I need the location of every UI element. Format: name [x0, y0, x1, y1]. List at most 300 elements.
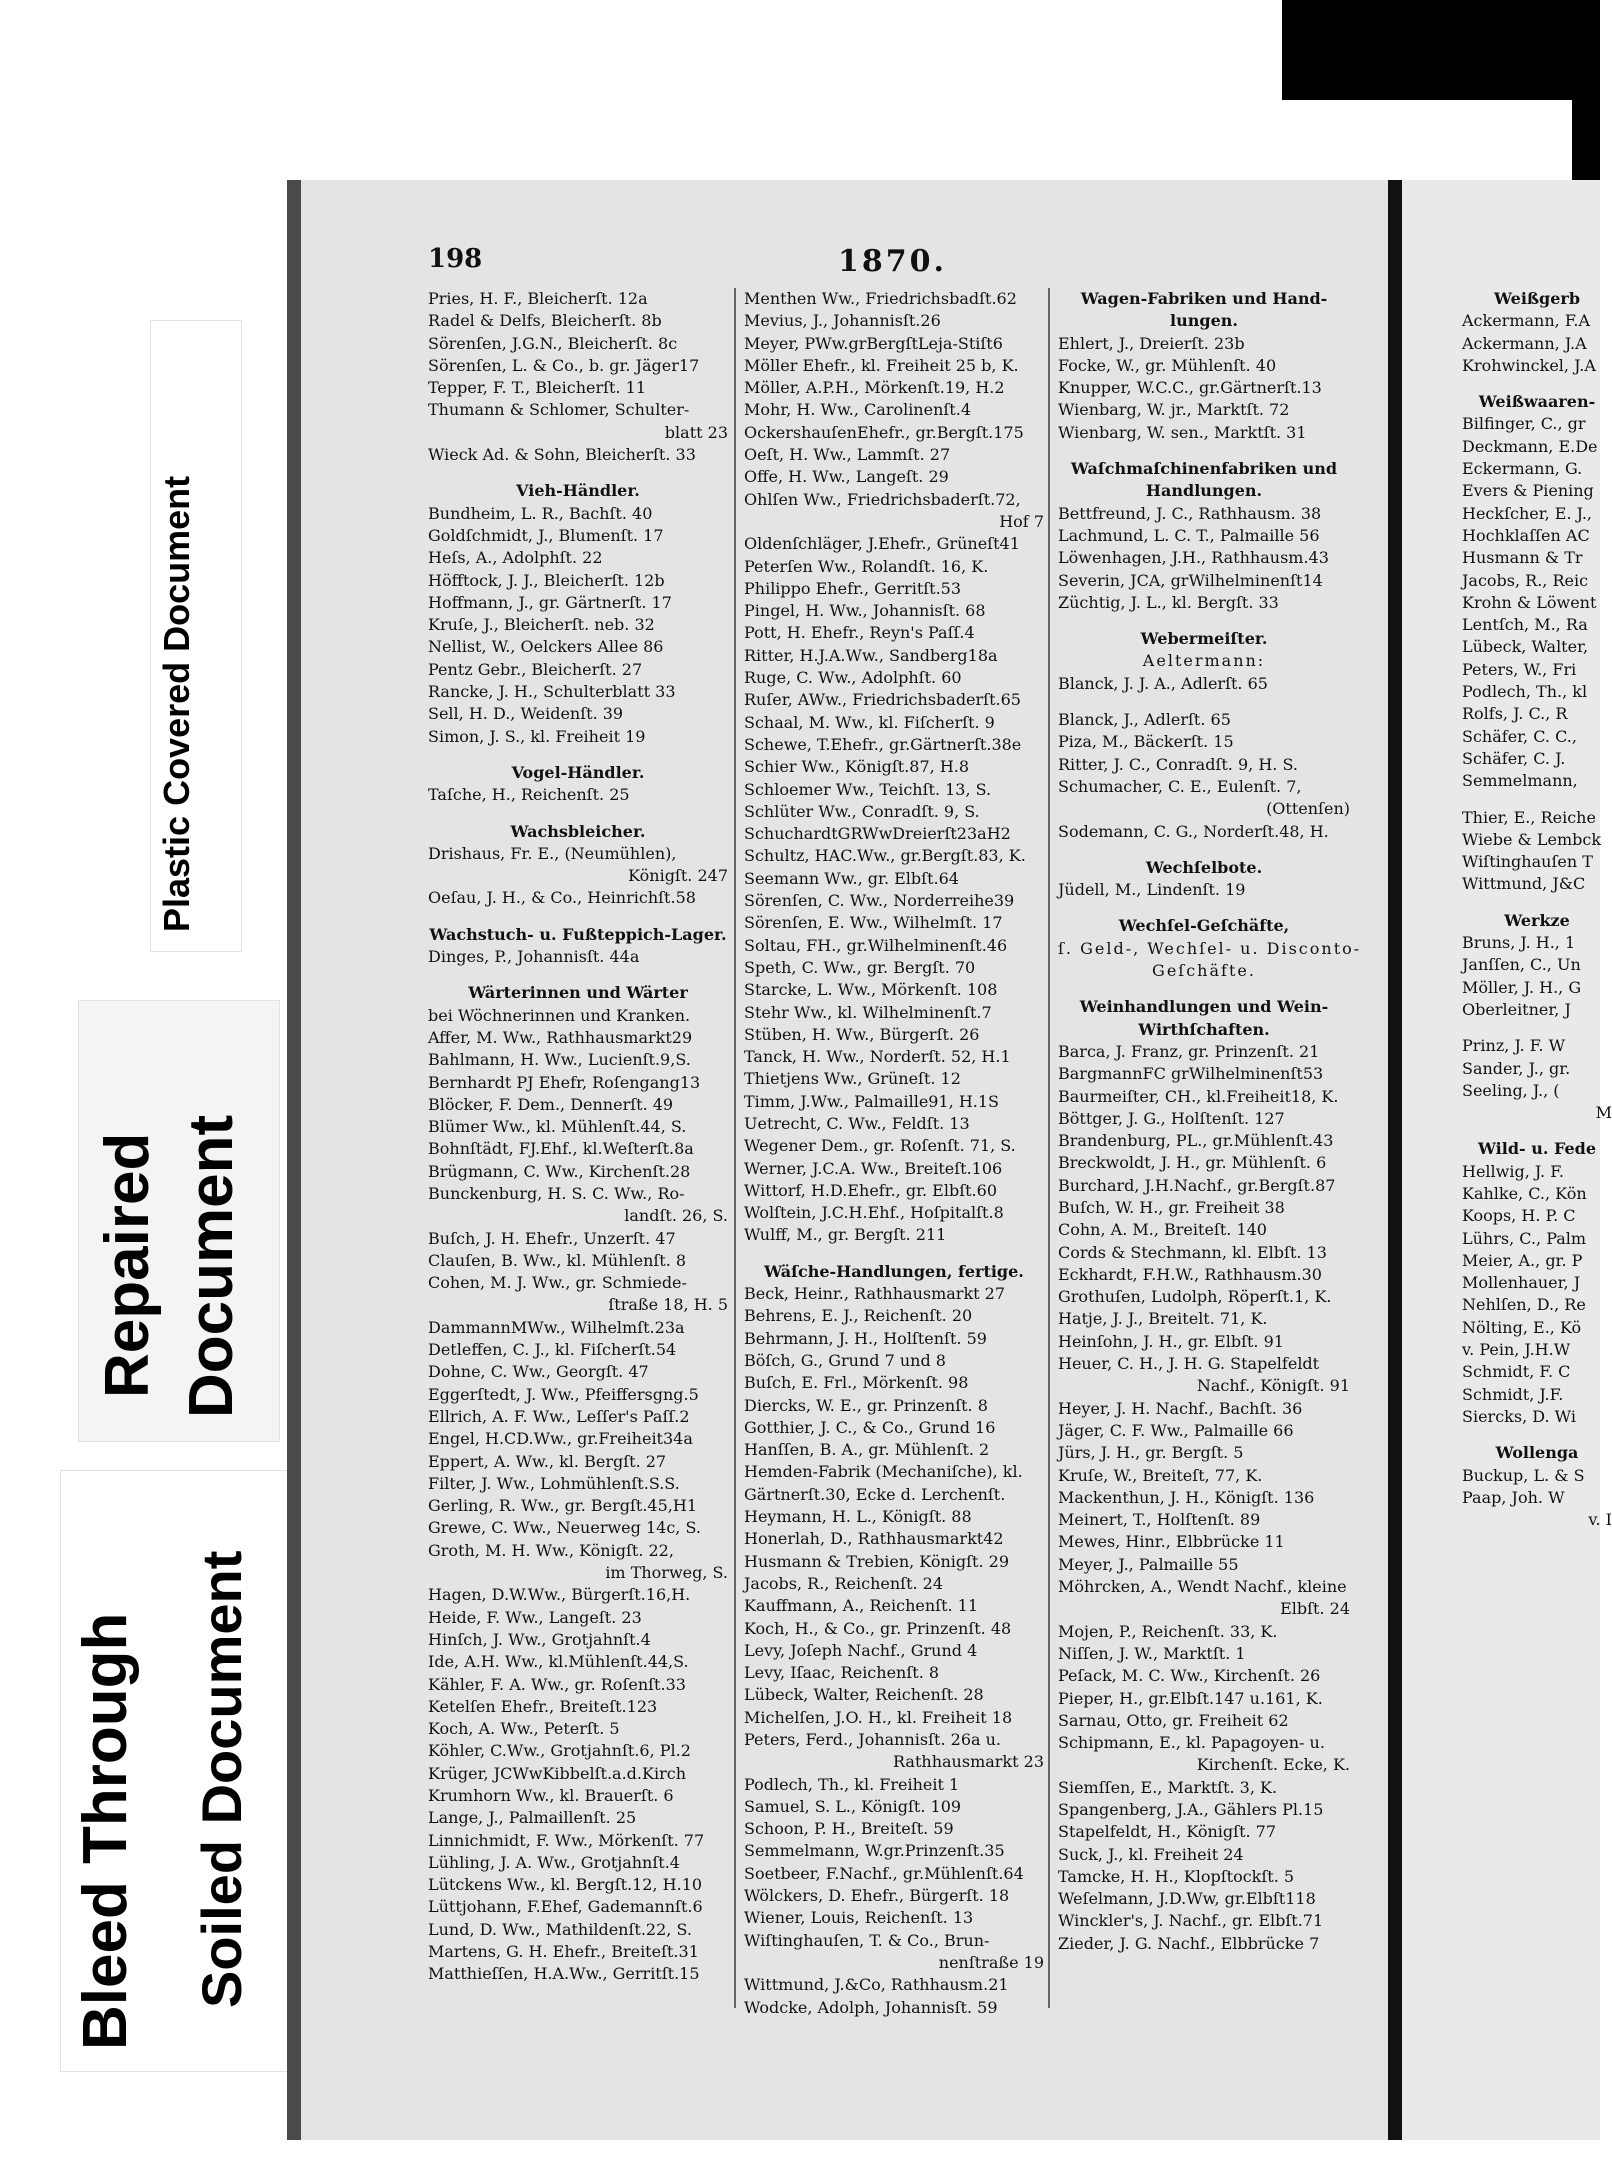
directory-entry: Semmelmann,	[1462, 771, 1578, 791]
directory-entry: Peters, W., Fri	[1462, 659, 1577, 679]
section-heading: Weinhandlungen und Wein-	[1079, 997, 1329, 1017]
section-heading: Wechſelbote.	[1145, 857, 1263, 877]
directory-entry: Krumhorn Ww., kl. Brauerſt. 6	[428, 1786, 674, 1805]
directory-entry: Hochklaſſen AC	[1462, 525, 1590, 545]
directory-entry: Bunckenburg, H. S. C. Ww., Ro-	[428, 1183, 685, 1203]
directory-entry: Koch, A. Ww., Peterſt. 5	[428, 1719, 620, 1739]
section-spacer	[428, 910, 728, 924]
directory-entry: Krüger, JCWwKibbelſt.a.d.Kirch	[428, 1763, 686, 1783]
directory-entry: Affer, M. Ww., Rathhausmarkt29	[428, 1027, 693, 1047]
directory-entry: Levy, Iſaac, Reichenſt. 8	[744, 1663, 940, 1683]
directory-entry: Blöcker, F. Dem., Dennerſt. 49	[428, 1094, 674, 1114]
directory-entry: Heinſohn, J. H., gr. Elbſt. 91	[1058, 1331, 1284, 1351]
directory-entry: Bohnſtädt, FJ.Ehf., kl.Weſterſt.8a	[428, 1139, 694, 1159]
directory-entry: Schultz, HAC.Ww., gr.Bergſt.83, K.	[744, 846, 1026, 866]
directory-entry: Buſch, E. Frl., Mörkenſt. 98	[744, 1373, 969, 1393]
section-spacer	[428, 807, 728, 821]
directory-entry: Heckſcher, E. J.,	[1462, 503, 1592, 523]
section-heading: Vogel-Händler.	[511, 762, 645, 782]
directory-entry: Eppert, A. Ww., kl. Bergſt. 27	[428, 1451, 667, 1471]
directory-entry: Hagen, D.W.Ww., Bürgerſt.16,H.	[428, 1585, 691, 1605]
directory-entry: v. Pein, J.H.W	[1462, 1340, 1571, 1360]
scan-border-top	[1282, 0, 1600, 100]
directory-entry: Meyer, J., Palmaille 55	[1058, 1554, 1239, 1574]
directory-entry: Lütckens Ww., kl. Bergſt.12, H.10	[428, 1875, 703, 1895]
directory-entry: Semmelmann, W.gr.Prinzenſt.35	[744, 1841, 1005, 1861]
directory-entry: Wienbarg, W. jr., Marktſt. 72	[1058, 400, 1290, 420]
directory-entry: Nachf., Königſt. 91	[1196, 1376, 1350, 1396]
label-plastic: Plastic Covered Document	[156, 475, 197, 932]
directory-entry: Tepper, F. T., Bleicherſt. 11	[428, 378, 646, 398]
section-spacer	[1462, 377, 1612, 391]
directory-entry: Detleffen, C. J., kl. Fiſcherſt.54	[428, 1340, 677, 1360]
section-spacer	[1058, 843, 1350, 857]
directory-entry: Ackermann, F.A	[1462, 311, 1591, 331]
directory-entry: Nölting, E., Kö	[1462, 1317, 1582, 1337]
directory-entry: Lübeck, Walter,	[1462, 637, 1589, 657]
directory-entry: Spangenberg, J.A., Gählers Pl.15	[1058, 1800, 1324, 1819]
directory-entry: Speth, C. Ww., gr. Bergſt. 70	[744, 957, 976, 977]
directory-entry: Tamcke, H. H., Klopſtockſt. 5	[1058, 1866, 1295, 1886]
directory-entry: Knupper, W.C.C., gr.Gärtnerſt.13	[1058, 378, 1322, 398]
directory-entry: Bundheim, L. R., Bachſt. 40	[428, 503, 653, 523]
directory-entry: (Ottenſen)	[1266, 799, 1350, 819]
section-spacer	[1462, 1428, 1612, 1442]
directory-entry: Timm, J.Ww., Palmaille91, H.1S	[744, 1091, 1000, 1111]
directory-entry: Barca, J. Franz, gr. Prinzenſt. 21	[1058, 1041, 1320, 1061]
directory-entry: v. I	[1588, 1510, 1612, 1530]
directory-entry: Jacobs, R., Reichenſt. 24	[744, 1573, 944, 1593]
directory-entry: Dinges, P., Johannisſt. 44a	[428, 947, 640, 967]
section-spacer	[1462, 896, 1612, 910]
directory-entry: Ketelſen Ehefr., Breiteſt.123	[428, 1696, 658, 1716]
directory-entry: Winckler's, J. Nachf., gr. Elbſt.71	[1058, 1911, 1324, 1931]
directory-entry: Mevius, J., Johannisſt.26	[744, 311, 941, 331]
directory-entry: Jürs, J. H., gr. Bergſt. 5	[1058, 1443, 1244, 1463]
directory-entry: Mollenhauer, J	[1462, 1273, 1581, 1293]
directory-entry: Koch, H., & Co., gr. Prinzenſt. 48	[744, 1618, 1012, 1638]
directory-entry: BargmannFC grWilhelminenſt53	[1058, 1064, 1324, 1084]
directory-entry: Heſs, A., Adolphſt. 22	[428, 548, 603, 568]
page-year: 1870.	[838, 244, 947, 279]
directory-entry: Pott, H. Ehefr., Reyn's Paſſ.4	[744, 623, 975, 643]
directory-entry: Wulff, M., gr. Bergſt. 211	[744, 1225, 947, 1245]
directory-entry: Möhrcken, A., Wendt Nachf., kleine	[1058, 1577, 1347, 1597]
directory-entry: Jäger, C. F. Ww., Palmaille 66	[1058, 1420, 1294, 1440]
section-heading: Wollenga	[1495, 1443, 1579, 1463]
directory-entry: Ritter, H.J.A.Ww., Sandberg18a	[744, 645, 998, 665]
directory-entry: Hanſſen, B. A., gr. Mühlenſt. 2	[744, 1440, 990, 1460]
section-heading: Wärterinnen und Wärter	[468, 983, 688, 1003]
directory-entry: Dohne, C. Ww., Georgſt. 47	[428, 1362, 649, 1382]
directory-entry: Uetrecht, C. Ww., Feldſt. 13	[744, 1113, 970, 1133]
directory-entry: Thier, E., Reiche	[1462, 807, 1596, 827]
directory-entry: Höfftock, J. J., Bleicherſt. 12b	[428, 570, 665, 590]
directory-entry: Wienbarg, W. sen., Marktſt. 31	[1058, 422, 1307, 442]
directory-entry: Clauſen, B. Ww., kl. Mühlenſt. 8	[428, 1250, 687, 1270]
directory-entry: Lührs, C., Palm	[1462, 1228, 1587, 1248]
directory-entry: Sörenſen, C. Ww., Norderreihe39	[744, 891, 1015, 911]
directory-entry: Löwenhagen, J.H., Rathhausm.43	[1058, 548, 1329, 568]
directory-entry: Schloemer Ww., Teichſt. 13, S.	[744, 779, 992, 799]
directory-entry: Engel, H.CD.Ww., gr.Freiheit34a	[428, 1429, 693, 1449]
directory-entry: nenſtraße 19	[938, 1952, 1044, 1972]
directory-entry: Lüttjohann, F.Ehef, Gademannſt.6	[428, 1897, 703, 1917]
directory-entry: Schier Ww., Königſt.87, H.8	[744, 757, 970, 777]
directory-entry: Oberleitner, J	[1462, 999, 1571, 1019]
directory-entry: Oldenſchläger, J.Ehefr., Grüneſt41	[744, 534, 1020, 554]
directory-entry: Krohn & Löwent	[1462, 592, 1597, 612]
directory-entry: Wolſtein, J.C.H.Ehf., Hoſpitalſt.8	[744, 1203, 1004, 1223]
directory-entry: Piza, M., Bäckerſt. 15	[1058, 732, 1234, 752]
directory-entry: Hemden-Fabrik (Mechaniſche), kl.	[744, 1462, 1023, 1482]
directory-entry: Levy, Joſeph Nachf., Grund 4	[744, 1640, 978, 1660]
directory-entry: Sörenſen, E. Ww., Wilhelmſt. 17	[744, 913, 1003, 933]
directory-entry: Peters, Ferd., Johannisſt. 26a u.	[744, 1730, 1002, 1749]
directory-entry: Mojen, P., Reichenſt. 33, K.	[1058, 1621, 1278, 1641]
directory-entry: Podlech, Th., kl	[1462, 682, 1588, 702]
directory-entry: Brandenburg, PL., gr.Mühlenſt.43	[1058, 1131, 1334, 1151]
directory-entry: Sell, H. D., Weidenſt. 39	[428, 704, 624, 724]
section-spacer	[1462, 793, 1612, 807]
section-spacer	[428, 748, 728, 762]
directory-entry: Buſch, J. H. Ehefr., Unzerſt. 47	[428, 1228, 676, 1248]
directory-entry: Schmidt, F. C	[1462, 1362, 1571, 1382]
section-heading: Wechſel-Geſchäfte,	[1118, 916, 1290, 936]
directory-entry: Eckhardt, F.H.W., Rathhausm.30	[1058, 1264, 1322, 1284]
directory-entry: Diercks, W. E., gr. Prinzenſt. 8	[744, 1395, 988, 1415]
section-heading: Wachsbleicher.	[510, 821, 646, 841]
directory-entry: Michelſen, J.O. H., kl. Freiheit 18	[744, 1707, 1013, 1727]
section-heading: Wachstuch- u. Fußteppich-Lager.	[429, 924, 727, 944]
directory-entry: Radel & Delfs, Bleicherſt. 8b	[428, 311, 662, 331]
directory-entry: Linnichmidt, F. Ww., Mörkenſt. 77	[428, 1830, 705, 1850]
directory-entry: Lentſch, M., Ra	[1462, 615, 1588, 635]
section-heading: Werkze	[1504, 910, 1570, 930]
directory-entry: Mewes, Hinr., Elbbrücke 11	[1058, 1532, 1285, 1552]
page-number: 198	[428, 244, 483, 274]
directory-entry: Honerlah, D., Rathhausmarkt42	[744, 1529, 1004, 1549]
directory-entry: Heymann, H. L., Königſt. 88	[744, 1507, 972, 1527]
directory-entry: blatt 23	[664, 422, 728, 442]
label-soiled: Soiled Document	[190, 1550, 253, 2008]
directory-entry: Blümer Ww., kl. Mühlenſt.44, S.	[428, 1117, 687, 1137]
directory-entry: Martens, G. H. Ehefr., Breiteſt.31	[428, 1942, 699, 1962]
directory-entry: Janſſen, C., Un	[1462, 955, 1581, 975]
directory-entry: Rathhausmarkt 23	[893, 1752, 1044, 1772]
directory-entry: Peterſen Ww., Rolandſt. 16, K.	[744, 556, 989, 576]
directory-column-1	[428, 288, 728, 1986]
label-repaired-1: Repaired	[93, 1132, 162, 1398]
directory-entry: Pries, H. F., Bleicherſt. 12a	[428, 289, 648, 308]
directory-entry: Oeſt, H. Ww., Lammſt. 27	[744, 445, 951, 465]
directory-entry: Sodemann, C. G., Norderſt.48, H.	[1058, 821, 1329, 841]
directory-entry: Rolfs, J. C., R	[1462, 704, 1568, 724]
directory-entry: Schipmann, E., kl. Papagoyen- u.	[1058, 1733, 1325, 1753]
directory-entry: Focke, W., gr. Mühlenſt. 40	[1058, 355, 1277, 375]
directory-entry: M	[1595, 1103, 1612, 1123]
directory-entry: SchuchardtGRWwDreierſt23aH2	[744, 824, 1011, 844]
directory-entry: Hof 7	[999, 511, 1044, 531]
section-spacer	[1058, 444, 1350, 458]
directory-entry: Wegener Dem., gr. Roſenſt. 71, S.	[744, 1136, 1016, 1156]
directory-entry: Koops, H. P. C	[1462, 1206, 1576, 1226]
directory-entry: Grothuſen, Ludolph, Röperſt.1, K.	[1058, 1287, 1332, 1307]
directory-entry: Starcke, L. Ww., Mörkenſt. 108	[744, 980, 998, 1000]
directory-entry: Husmann & Trebien, Königſt. 29	[744, 1551, 1009, 1571]
directory-entry: Thietjens Ww., Grüneſt. 12	[744, 1069, 961, 1089]
directory-entry: Blanck, J., Adlerſt. 65	[1058, 710, 1231, 730]
section-spacer	[428, 466, 728, 480]
directory-entry: Gärtnerſt.30, Ecke d. Lerchenſt.	[744, 1484, 1006, 1504]
directory-entry: Kruſe, J., Bleicherſt. neb. 32	[428, 615, 655, 635]
directory-entry: Seeling, J., (	[1462, 1080, 1560, 1100]
label-repaired-2: Document	[177, 1114, 246, 1418]
directory-entry: Heide, F. Ww., Langeſt. 23	[428, 1607, 642, 1627]
directory-entry: Wittmund, J&C	[1462, 874, 1586, 894]
directory-entry: Kirchenſt. Ecke, K.	[1196, 1755, 1350, 1775]
directory-entry: OckershauſenEhefr., gr.Bergſt.175	[744, 422, 1024, 442]
directory-entry: Siercks, D. Wi	[1462, 1406, 1576, 1426]
directory-entry: Stehr Ww., kl. Wilhelminenſt.7	[744, 1002, 992, 1022]
directory-entry: Breckwoldt, J. H., gr. Mühlenſt. 6	[1058, 1153, 1327, 1173]
directory-entry: Hoffmann, J., gr. Gärtnerſt. 17	[428, 592, 672, 612]
directory-entry: Kruſe, W., Breiteſt, 77, K.	[1058, 1465, 1263, 1485]
directory-entry: Behrens, E. J., Reichenſt. 20	[744, 1306, 973, 1326]
directory-entry: Mackenthun, J. H., Königſt. 136	[1058, 1487, 1315, 1507]
directory-entry: Geſchäfte.	[1152, 961, 1256, 981]
directory-entry: Siemſſen, E., Marktſt. 3, K.	[1058, 1777, 1278, 1797]
directory-entry: Matthieſſen, H.A.Ww., Gerritſt.15	[428, 1964, 700, 1984]
directory-entry: Schlüter Ww., Conradſt. 9, S.	[744, 801, 980, 821]
directory-entry: Goldſchmidt, J., Blumenſt. 17	[428, 525, 664, 545]
directory-entry: Lühling, J. A. Ww., Grotjahnſt.4	[428, 1852, 680, 1872]
directory-entry: Brügmann, C. Ww., Kirchenſt.28	[428, 1161, 691, 1181]
directory-entry: Buſch, W. H., gr. Freiheit 38	[1058, 1197, 1285, 1217]
directory-entry: Philippo Ehefr., Gerritſt.53	[744, 578, 962, 598]
directory-entry: Sörenſen, J.G.N., Bleicherſt. 8c	[428, 333, 678, 353]
directory-entry: Eggerſtedt, J. Ww., Pfeiffersgng.5	[428, 1384, 699, 1404]
directory-entry: Buckup, L. & S	[1462, 1465, 1585, 1485]
directory-entry: Mohr, H. Ww., Carolinenſt.4	[744, 400, 971, 420]
directory-entry: Sörenſen, L. & Co., b. gr. Jäger17	[428, 355, 700, 375]
directory-entry: Deckmann, E.De	[1462, 436, 1598, 456]
directory-entry: Lange, J., Palmaillenſt. 25	[428, 1808, 637, 1828]
directory-entry: Cohn, A. M., Breiteſt. 140	[1058, 1220, 1267, 1240]
directory-entry: Schmidt, J.F.	[1462, 1384, 1564, 1404]
directory-entry: Möller, A.P.H., Mörkenſt.19, H.2	[744, 378, 1005, 398]
directory-entry: Kähler, F. A. Ww., gr. Roſenſt.33	[428, 1674, 686, 1694]
directory-entry: Grewe, C. Ww., Neuerweg 14c, S.	[428, 1518, 701, 1538]
directory-entry: Wittorf, H.D.Ehefr., gr. Elbſt.60	[744, 1180, 997, 1200]
directory-entry: Blanck, J. J. A., Adlerſt. 65	[1058, 673, 1268, 693]
directory-entry: Oeſau, J. H., & Co., Heinrichſt.58	[428, 888, 696, 908]
directory-entry: Nehlſen, D., Re	[1462, 1295, 1586, 1315]
directory-entry: Hatje, J. J., Breitelt. 71, K.	[1058, 1309, 1268, 1329]
section-heading: lungen.	[1170, 311, 1238, 331]
directory-entry: Ellrich, A. F. Ww., Leſſer's Paſſ.2	[428, 1406, 690, 1426]
section-heading: Wagen-Fabriken und Hand-	[1080, 289, 1328, 308]
section-spacer	[744, 1247, 1044, 1261]
directory-entry: Eckermann, G.	[1462, 459, 1583, 479]
directory-entry: Wodcke, Adolph, Johannisſt. 59	[744, 1997, 998, 2017]
page-gutter	[1388, 180, 1402, 2140]
directory-entry: Bilfinger, C., gr	[1462, 414, 1586, 434]
directory-entry: Wiſtinghauſen T	[1462, 852, 1593, 872]
directory-entry: Pieper, H., gr.Elbſt.147 u.161, K.	[1058, 1688, 1323, 1708]
directory-entry: Hellwig, J. F.	[1462, 1161, 1564, 1181]
section-spacer	[428, 968, 728, 982]
directory-entry: DammannMWw., Wilhelmſt.23a	[428, 1317, 685, 1337]
directory-column-2	[744, 288, 1044, 2019]
directory-entry: Ide, A.H. Ww., kl.Mühlenſt.44,S.	[428, 1652, 689, 1672]
directory-entry: Beck, Heinr., Rathhausmarkt 27	[744, 1284, 1006, 1304]
directory-entry: Ehlert, J., Dreierſt. 23b	[1058, 333, 1245, 353]
section-heading: Wäſche-Handlungen, fertige.	[764, 1261, 1024, 1281]
directory-entry: Wieck Ad. & Sohn, Bleicherſt. 33	[428, 445, 696, 465]
directory-entry: Heuer, C. H., J. H. G. Stapelfeldt	[1058, 1354, 1320, 1374]
directory-entry: Suck, J., kl. Freiheit 24	[1058, 1844, 1244, 1864]
directory-entry: Husmann & Tr	[1462, 548, 1583, 568]
directory-entry: Züchtig, J. L., kl. Bergſt. 33	[1058, 592, 1279, 612]
directory-entry: Kahlke, C., Kön	[1462, 1183, 1587, 1203]
directory-entry: Bettfreund, J. C., Rathhausm. 38	[1058, 503, 1322, 523]
directory-entry: Ruge, C. Ww., Adolphſt. 60	[744, 668, 962, 688]
section-spacer	[1058, 695, 1350, 709]
section-spacer	[1058, 614, 1350, 628]
directory-entry: Pingel, H. Ww., Johannisſt. 68	[744, 601, 986, 621]
section-heading: Waſchmaſchinenfabriken und	[1070, 459, 1338, 479]
directory-entry: Ohlſen Ww., Friedrichsbaderſt.72,	[744, 489, 1021, 509]
section-heading: Vieh-Händler.	[516, 481, 640, 501]
directory-entry: Wölckers, D. Ehefr., Bürgerſt. 18	[744, 1886, 1010, 1906]
directory-entry: Möller Ehefr., kl. Freiheit 25 b, K.	[744, 355, 1019, 375]
section-heading: Wild- u. Fede	[1477, 1139, 1597, 1159]
directory-entry: Cords & Stechmann, kl. Elbſt. 13	[1058, 1242, 1327, 1262]
directory-entry: Evers & Piening	[1462, 481, 1594, 501]
directory-entry: ſ. Geld-, Wechſel- u. Disconto-	[1058, 938, 1362, 958]
directory-entry: Offe, H. Ww., Langeſt. 29	[744, 467, 949, 487]
directory-entry: Soetbeer, F.Nachf., gr.Mühlenſt.64	[744, 1863, 1024, 1883]
directory-entry: Jüdell, M., Lindenſt. 19	[1058, 880, 1246, 900]
directory-entry: Lachmund, L. C. T., Palmaille 56	[1058, 525, 1320, 545]
directory-entry: Baurmeiſter, CH., kl.Freiheit18, K.	[1058, 1086, 1339, 1106]
directory-entry: Stapelfeldt, H., Königſt. 77	[1058, 1822, 1277, 1842]
directory-entry: Elbſt. 24	[1280, 1599, 1350, 1619]
directory-entry: Behrmann, J. H., Holſtenſt. 59	[744, 1328, 987, 1348]
directory-entry: Podlech, Th., kl. Freiheit 1	[744, 1774, 960, 1794]
directory-entry: Wiener, Louis, Reichenſt. 13	[744, 1908, 974, 1928]
column-rule	[1048, 288, 1050, 2008]
directory-entry: Rancke, J. H., Schulterblatt 33	[428, 682, 676, 702]
directory-entry: Tanck, H. Ww., Norderſt. 52, H.1	[744, 1047, 1011, 1067]
directory-entry: Wiſtinghauſen, T. & Co., Brun-	[744, 1930, 990, 1950]
section-spacer	[1058, 901, 1350, 915]
directory-entry: Soltau, FH., gr.Wilhelminenſt.46	[744, 935, 1008, 955]
directory-entry: Severin, JCA, grWilhelminenſt14	[1058, 570, 1323, 590]
directory-entry: Meyer, PWw.grBergſtLeja-Stiſt6	[744, 333, 1003, 353]
section-heading: Wirthſchaften.	[1138, 1019, 1270, 1039]
section-heading: Weißwaaren-	[1478, 392, 1596, 412]
directory-entry: Paap, Joh. W	[1462, 1487, 1565, 1507]
directory-entry: Jacobs, R., Reic	[1462, 570, 1589, 590]
directory-entry: Prinz, J. F. W	[1462, 1036, 1566, 1056]
directory-entry: Krohwinckel, J.A	[1462, 355, 1596, 375]
directory-entry: Bruns, J. H., 1	[1462, 933, 1576, 953]
directory-entry: Heyer, J. H. Nachf., Bachſt. 36	[1058, 1398, 1303, 1418]
directory-entry: Böttger, J. G., Holſtenſt. 127	[1058, 1108, 1285, 1128]
section-spacer	[1462, 1124, 1612, 1138]
directory-entry: Filter, J. Ww., Lohmühlenſt.S.S.	[428, 1473, 680, 1493]
directory-entry: Gerling, R. Ww., gr. Bergſt.45,H1	[428, 1496, 698, 1516]
directory-entry: Hinſch, J. Ww., Grotjahnſt.4	[428, 1629, 651, 1649]
directory-entry: Drishaus, Fr. E., (Neumühlen),	[428, 843, 677, 863]
directory-entry: Möller, J. H., G	[1462, 977, 1582, 997]
directory-entry: Thumann & Schlomer, Schulter-	[428, 400, 690, 420]
directory-entry: Seemann Ww., gr. Elbſt.64	[744, 868, 959, 888]
directory-entry: Peſack, M. C. Ww., Kirchenſt. 26	[1058, 1666, 1321, 1686]
directory-column-3	[1058, 288, 1362, 1955]
directory-entry: Cohen, M. J. Ww., gr. Schmiede-	[428, 1273, 687, 1293]
directory-entry: Gotthier, J. C., & Co., Grund 16	[744, 1417, 996, 1437]
directory-entry: Menthen Ww., Friedrichsbadſt.62	[744, 289, 1017, 308]
directory-entry: Pentz Gebr., Bleicherſt. 27	[428, 659, 643, 679]
directory-entry: Sarnau, Otto, gr. Freiheit 62	[1058, 1710, 1289, 1730]
directory-entry: Simon, J. S., kl. Freiheit 19	[428, 726, 646, 746]
directory-entry: Wiebe & Lembck	[1462, 829, 1602, 849]
directory-entry: Sander, J., gr.	[1462, 1058, 1571, 1078]
directory-entry: Burchard, J.H.Nachf., gr.Bergſt.87	[1058, 1175, 1336, 1195]
directory-entry: Ackermann, J.A	[1462, 333, 1587, 353]
directory-entry: Schäfer, C. C.,	[1462, 726, 1577, 746]
directory-entry: Meinert, T., Holſtenſt. 89	[1058, 1510, 1261, 1530]
section-spacer	[1058, 982, 1350, 996]
directory-entry: ſtraße 18, H. 5	[608, 1295, 728, 1315]
directory-entry: Bernhardt PJ Ehefr, Roſengang13	[428, 1072, 701, 1092]
directory-entry: Schaal, M. Ww., kl. Fiſcherſt. 9	[744, 712, 995, 732]
directory-entry: Böſch, G., Grund 7 und 8	[744, 1350, 946, 1370]
directory-entry: Schäfer, C. J.	[1462, 748, 1566, 768]
directory-entry: Meier, A., gr. P	[1462, 1250, 1583, 1270]
directory-entry: Lund, D. Ww., Mathildenſt.22, S.	[428, 1919, 692, 1939]
directory-entry: Groth, M. H. Ww., Königſt. 22,	[428, 1540, 674, 1560]
section-heading: Weißgerb	[1493, 289, 1581, 308]
directory-entry: Nellist, W., Oelckers Allee 86	[428, 637, 664, 657]
directory-entry: landſt. 26, S.	[624, 1206, 728, 1226]
directory-column-4	[1462, 288, 1612, 1531]
directory-entry: Niſſen, J. W., Marktſt. 1	[1058, 1643, 1246, 1663]
directory-entry: Ritter, J. C., Conradſt. 9, H. S.	[1058, 754, 1298, 774]
column-rule	[734, 288, 736, 2008]
section-spacer	[1462, 1021, 1612, 1035]
directory-entry: Köhler, C.Ww., Grotjahnſt.6, Pl.2	[428, 1741, 691, 1761]
directory-entry: bei Wöchnerinnen und Kranken.	[428, 1005, 691, 1025]
directory-entry: Aeltermann:	[1142, 651, 1266, 671]
directory-entry: Weſelmann, J.D.Ww, gr.Elbſt118	[1058, 1889, 1316, 1909]
directory-entry: Werner, J.C.A. Ww., Breiteſt.106	[744, 1158, 1003, 1178]
directory-entry: Ruſer, AWw., Friedrichsbaderſt.65	[744, 690, 1021, 710]
directory-entry: Schumacher, C. E., Eulenſt. 7,	[1058, 776, 1302, 796]
directory-entry: Kauffmann, A., Reichenſt. 11	[744, 1596, 979, 1616]
section-heading: Handlungen.	[1145, 481, 1263, 501]
directory-entry: Samuel, S. L., Königſt. 109	[744, 1796, 962, 1816]
directory-entry: im Thorweg, S.	[605, 1563, 728, 1583]
directory-entry: Taſche, H., Reichenſt. 25	[428, 785, 630, 805]
label-bleed-through: Bleed Through	[71, 1612, 140, 2050]
directory-entry: Schewe, T.Ehefr., gr.Gärtnerſt.38e	[744, 734, 1022, 754]
directory-entry: Stüben, H. Ww., Bürgerſt. 26	[744, 1024, 980, 1044]
directory-entry: Bahlmann, H. Ww., Lucienſt.9,S.	[428, 1050, 691, 1070]
